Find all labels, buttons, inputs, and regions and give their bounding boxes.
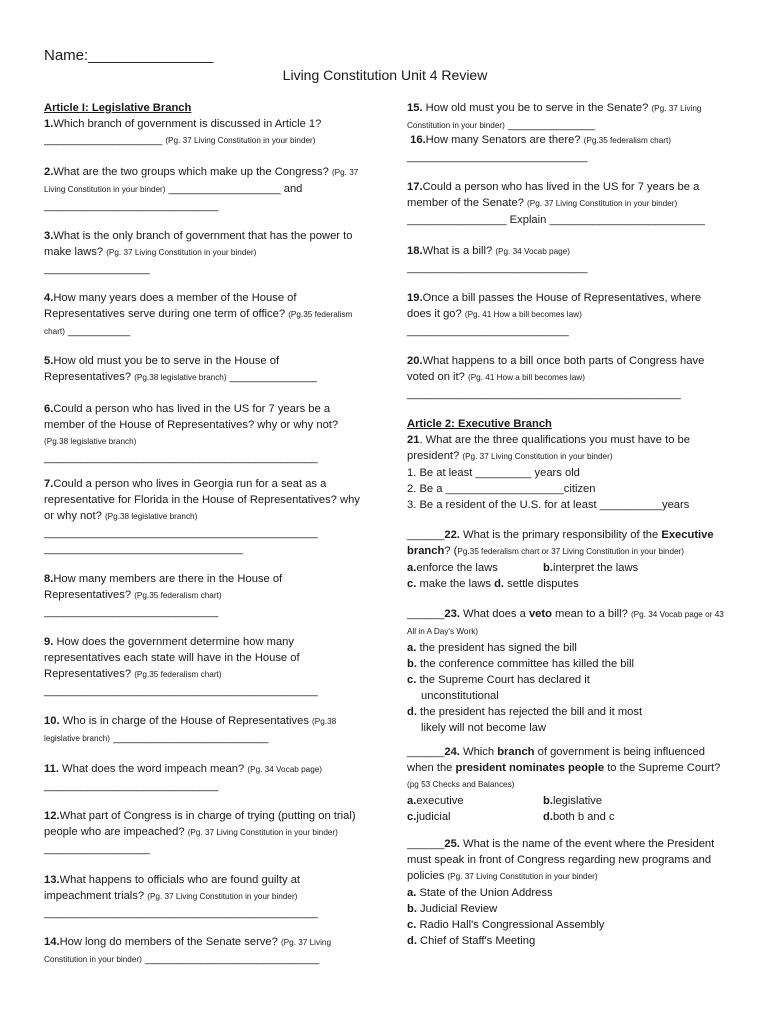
option-text: make the laws <box>416 578 495 590</box>
option-text: the Supreme Court has declared it <box>416 674 590 686</box>
question-number: 23. <box>444 608 460 620</box>
question-number: 17. <box>407 181 423 193</box>
page-reference: (Pg.35 federalism chart) <box>583 136 671 145</box>
question-23 <box>407 606 727 736</box>
page-reference: (Pg. 41 How a bill becomes law) <box>464 310 582 319</box>
question-number: 22. <box>444 529 460 541</box>
answer-blank: ________________________________ <box>44 543 244 555</box>
page-reference: (Pg. 37 Living Constitution in your binder) <box>44 938 332 964</box>
options-row <box>407 809 727 825</box>
page-reference: (Pg.35 federalism chart) <box>134 591 222 600</box>
answer-blank: ________________ <box>407 214 507 226</box>
answer-blank: ____________________________________________ <box>44 907 318 919</box>
option-text-continued: unconstitutional <box>421 690 499 702</box>
question-text: Could a person who has lived in the US for 7 years be a member of the House of Representatives? why or why not? <box>44 403 339 431</box>
question-emphasis: branch <box>497 746 535 758</box>
section-title: Article 2: Executive Branch <box>407 418 552 430</box>
question-text: What are the two groups which make up the Congress? <box>53 166 329 178</box>
question-4 <box>44 290 362 340</box>
options-row <box>407 560 727 576</box>
section-heading-article-2 <box>407 416 727 432</box>
question-number: 8. <box>44 573 54 585</box>
question-18 <box>407 243 727 276</box>
section-heading-article-1 <box>44 100 362 116</box>
question-text: of government is being influenced when the <box>407 746 705 774</box>
question-25 <box>407 836 727 949</box>
name-line: Name:_______________ <box>44 47 214 64</box>
answer-blank: ____________________________ <box>144 953 320 965</box>
option-b <box>407 901 727 917</box>
question-3 <box>44 228 362 277</box>
question-13 <box>44 872 362 921</box>
option-letter: a. <box>407 795 417 807</box>
page-reference: (Pg. 37 Living Constitution in your binder) <box>407 104 702 130</box>
question-6 <box>44 401 362 466</box>
option-a <box>407 885 727 901</box>
question-text: Could a person who lives in Georgia run for a seat as a representative for Florida in the House of Representatives? why or why not? <box>44 478 360 522</box>
question-5 <box>44 353 362 386</box>
answer-blank: _________________________ <box>113 732 269 744</box>
option-letter: b. <box>407 903 417 915</box>
question-21 <box>407 432 727 513</box>
answer-blank: _________________ <box>44 263 150 275</box>
page-reference: (Pg. 37 Living Constitution in your binder) <box>462 452 613 461</box>
question-number: 18. <box>407 245 423 257</box>
question-text: What happens to a bill once both parts of Congress have voted on it? <box>407 355 705 383</box>
option-letter: d. <box>407 706 417 718</box>
question-7 <box>44 476 362 557</box>
answer-blank: ______ <box>407 608 445 620</box>
question-text: What does a <box>459 608 529 620</box>
option-b <box>407 656 727 672</box>
answer-blank: ____________________________ <box>44 200 219 212</box>
question-emphasis: Executive branch <box>407 529 714 557</box>
option-letter: b. <box>407 658 417 670</box>
question-text: What is a bill? <box>422 245 493 257</box>
question-text: mean to a bill? <box>551 608 628 620</box>
option-text: the president has rejected the bill and it most <box>416 706 643 718</box>
question-number: 24. <box>444 746 460 758</box>
option-text: both b and c <box>552 811 615 823</box>
answer-blank: _____________________________ <box>407 262 588 274</box>
answer-blank: _________________________ <box>549 214 706 226</box>
question-number: 12. <box>44 810 60 822</box>
question-text: How old must you be to serve in the Senate? <box>422 102 649 114</box>
question-1 <box>44 116 362 149</box>
page-reference: (Pg. 37 Living Constitution in your binder) <box>187 828 338 837</box>
option-c <box>407 917 727 933</box>
options-row <box>407 793 727 809</box>
question-text: Which branch of government is discussed in Article 1? <box>53 118 322 130</box>
page-reference: (Pg. 37 Living Constitution in your binder) <box>165 136 316 145</box>
question-number: 11. <box>44 763 59 775</box>
question-text: How many members are there in the House of Representatives? <box>44 573 283 601</box>
question-19 <box>407 290 727 339</box>
option-letter: d. <box>407 935 417 947</box>
option-text: the president has signed the bill <box>416 642 577 654</box>
question-number: 5. <box>44 355 54 367</box>
question-10 <box>44 713 362 747</box>
page-reference: (Pg. 37 Living Constitution in your binder) <box>527 199 678 208</box>
question-11 <box>44 761 362 794</box>
question-text: What does the word impeach mean? <box>58 763 245 775</box>
answer-blank: ____________________________ <box>44 606 219 618</box>
question-number: 6. <box>44 403 54 415</box>
question-16 <box>407 132 727 165</box>
question-22 <box>407 527 727 592</box>
option-letter: b. <box>543 562 553 574</box>
question-text: What part of Congress is in charge of trying (putting on trial) people who are impeached? <box>44 810 356 838</box>
page-reference: (Pg. 34 Vocab page) <box>495 247 570 256</box>
options-row <box>407 576 727 592</box>
question-number: 25. <box>444 838 460 850</box>
option-text: enforce the laws <box>416 562 498 574</box>
question-text: What happens to officials who are found guilty at impeachment trials? <box>44 874 301 902</box>
option-text: Chief of Staff's Meeting <box>416 935 536 947</box>
option-a <box>407 640 727 656</box>
question-number: 20. <box>407 355 423 367</box>
option-text: settle disputes <box>504 578 579 590</box>
answer-blank: ______ <box>407 838 445 850</box>
option-letter: b. <box>543 795 553 807</box>
question-text: to the Supreme Court? <box>604 762 721 774</box>
page-reference: (Pg.35 federalism chart) <box>134 670 222 679</box>
question-number: 2. <box>44 166 54 178</box>
answer-blank: _____________________________ <box>407 151 588 163</box>
question-12 <box>44 808 362 857</box>
option-text: Judicial Review <box>416 903 498 915</box>
question-text: How does the government determine how many representatives each state will have in the House of Representatives? <box>44 636 300 680</box>
page-reference: (Pg.35 federalism chart) <box>44 310 353 336</box>
option-d <box>407 933 727 949</box>
question-text: Once a bill passes the House of Representatives, where does it go? <box>407 292 702 320</box>
page-reference: (Pg. 37 Living Constitution in your binder) <box>147 892 298 901</box>
answer-blank: ______________ <box>229 371 317 383</box>
option-text: executive <box>416 795 464 807</box>
question-14 <box>44 934 362 968</box>
question-number: 1. <box>44 118 54 130</box>
question-number: 15. <box>407 102 423 114</box>
question-text: How old must you be to serve in the House of Representatives? <box>44 355 280 383</box>
question-text: . What are the three qualifications you must have to be president? <box>407 434 690 462</box>
question-text: How many years does a member of the House of Representatives serve during one term of office? <box>44 292 297 320</box>
option-letter: a. <box>407 887 417 899</box>
question-text: What is the only branch of government that has the power to make laws? <box>44 230 353 258</box>
question-number: 13. <box>44 874 60 886</box>
answer-blank: ____________________________ <box>44 780 219 792</box>
option-d <box>407 704 727 720</box>
explain-label: Explain <box>509 214 547 226</box>
question-2 <box>44 164 362 214</box>
option-text: Radio Hall's Congressional Assembly <box>416 919 605 931</box>
option-text: legislative <box>552 795 603 807</box>
question-number: 21 <box>407 434 420 446</box>
answer-blank: ______________ <box>507 119 596 131</box>
question-number: 10. <box>44 715 60 727</box>
page-title: Living Constitution Unit 4 Review <box>282 67 488 83</box>
option-letter: c. <box>407 578 417 590</box>
page-reference: (Pg. 37 Living Constitution in your binder) <box>447 872 598 881</box>
question-number: 19. <box>407 292 423 304</box>
page-reference: (Pg. 37 Living Constitution in your binder) <box>44 168 359 194</box>
page-reference: (Pg.38 legislative branch) <box>134 373 227 382</box>
question-text: How long do members of the Senate serve? <box>59 936 278 948</box>
option-letter: d. <box>543 811 553 823</box>
question-number: 7. <box>44 478 54 490</box>
question-emphasis: president nominates people <box>455 762 605 774</box>
and-word: and <box>283 183 303 195</box>
option-letter: c. <box>407 919 417 931</box>
option-text: State of the Union Address <box>416 887 553 899</box>
question-text: Who is in charge of the House of Representatives <box>59 715 309 727</box>
page-reference: (Pg.38 legislative branch) <box>44 717 337 743</box>
answer-blank: ______ <box>407 529 445 541</box>
question-15 <box>407 100 727 134</box>
answer-blank: ______ <box>407 746 445 758</box>
answer-blank: __________________________ <box>407 325 569 337</box>
page-reference: (Pg. 37 Living Constitution in your binder) <box>106 248 257 257</box>
option-text-continued: likely will not become law <box>421 722 546 734</box>
question-emphasis: veto <box>528 608 552 620</box>
question-number: 9. <box>44 636 54 648</box>
page-reference: Pg.35 federalism chart or 37 Living Constitution in your binder) <box>457 547 685 556</box>
option-c <box>407 672 727 688</box>
question-number: 3. <box>44 230 54 242</box>
option-text: interpret the laws <box>552 562 639 574</box>
answer-blank: ____________________________________________ <box>44 452 318 464</box>
option-text: the conference committee has killed the bill <box>416 658 634 670</box>
question-text: ? ( <box>444 545 458 557</box>
option-text: judicial <box>416 811 451 823</box>
question-number: 14. <box>44 936 60 948</box>
question-text: How many Senators are there? <box>425 134 581 146</box>
option-letter: a. <box>407 642 417 654</box>
qualification-item: 1. Be at least _________ years old <box>407 467 580 479</box>
section-title: Article I: Legislative Branch <box>44 102 192 114</box>
question-9 <box>44 634 362 699</box>
question-24 <box>407 744 727 825</box>
question-8 <box>44 571 362 620</box>
question-17 <box>407 179 727 228</box>
page-reference: (Pg. 41 How a bill becomes law) <box>467 373 585 382</box>
option-letter: d. <box>494 578 505 590</box>
option-letter: c. <box>407 674 417 686</box>
question-20 <box>407 353 727 402</box>
option-letter: a. <box>407 562 417 574</box>
question-number: 16. <box>410 134 426 146</box>
page-reference: (pg 53 Checks and Balances) <box>407 780 515 789</box>
question-text: Could a person who has lived in the US for 7 years be a member of the Senate? <box>407 181 700 209</box>
answer-blank: ____________________________________________ <box>407 388 681 400</box>
answer-blank: ____________________________________________ <box>44 527 318 539</box>
qualification-item: 2. Be a ___________________citizen <box>407 483 596 495</box>
qualification-item: 3. Be a resident of the U.S. for at least __________years <box>407 499 690 511</box>
page-reference: (Pg.38 legislative branch) <box>104 512 198 521</box>
option-letter: c. <box>407 811 417 823</box>
question-text: What is the name of the event where the President must speak in front of Congress regarding new programs and policies <box>407 838 715 882</box>
question-text: Which <box>459 746 498 758</box>
answer-blank: ____________________________________________ <box>44 685 318 697</box>
answer-blank: ___________________ <box>44 134 163 146</box>
question-text: What is the primary responsibility of the <box>459 529 662 541</box>
answer-blank: __________ <box>68 325 131 337</box>
answer-blank: _________________ <box>44 843 150 855</box>
question-number: 4. <box>44 292 54 304</box>
page-reference: (Pg. 34 Vocab page) <box>247 765 323 774</box>
answer-blank: __________________ <box>168 183 281 195</box>
page-reference: (Pg. 34 Vocab page or 43 All in A Day's Work) <box>407 610 724 636</box>
page-reference: (Pg.38 legislative branch) <box>44 437 137 446</box>
